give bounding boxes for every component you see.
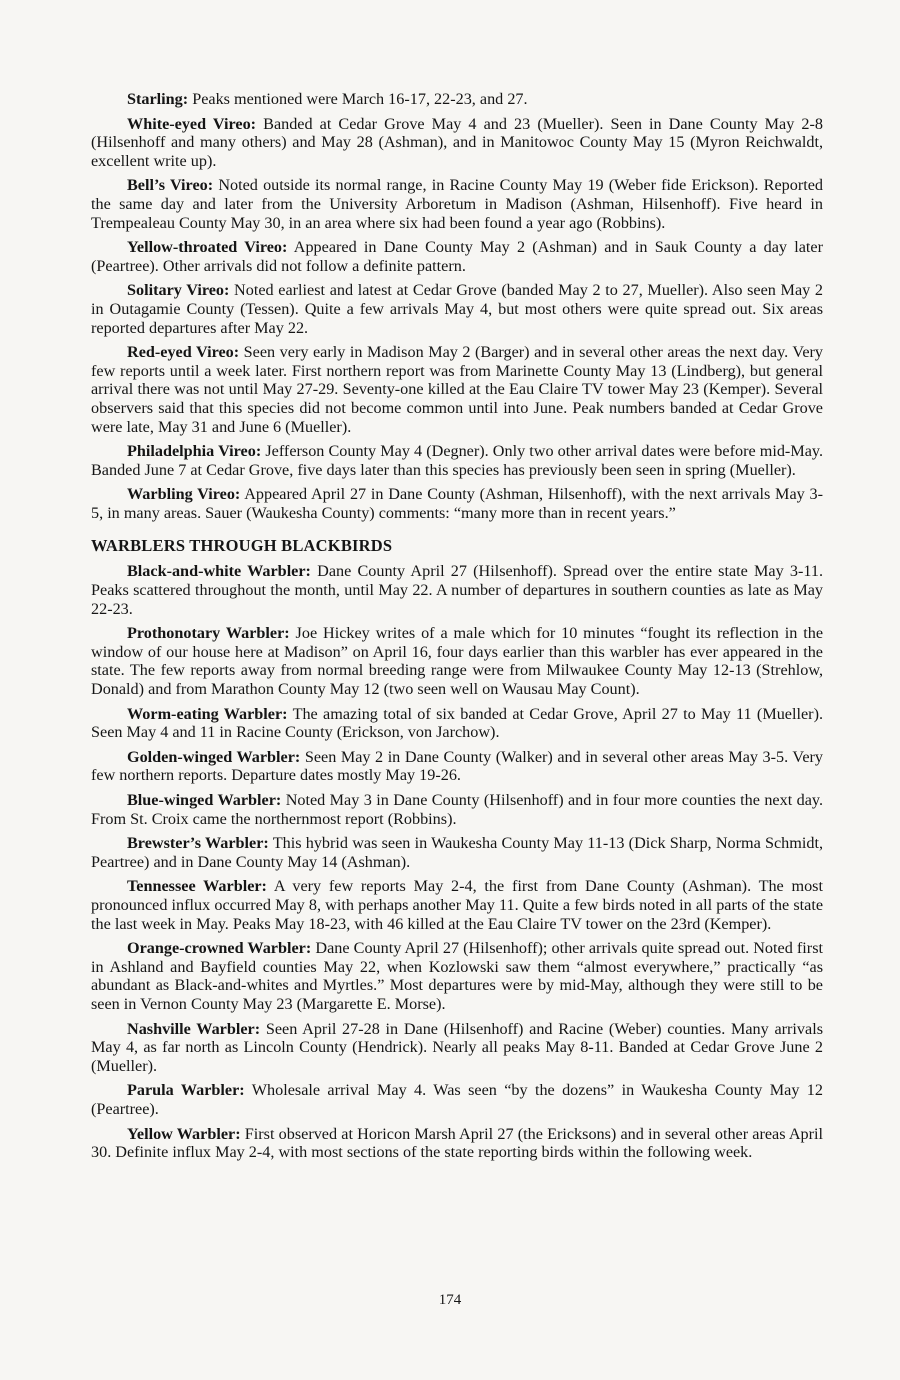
species-text: Dane County April 27 (Hilsenhoff); other arrivals quite spread out. Noted first in Ashland and Bayfield counties May 22, when Kozlowski saw them “almost everywhere,” practically “as abundant as Black-and-whites and Myrtles.” Most departures were by mid-May, although they were still to be seen in Vernon County May 23 (Margarette E. Morse). (91, 939, 823, 1013)
page-number: 174 (438, 1292, 462, 1308)
species-text: Noted earliest and latest at Cedar Grove (banded May 2 to 27, Mueller). Also seen May 2 in Outagamie County (Tessen). Quite a few arrivals May 4, but most others were quite spread out. Six areas reported departures after May 22. (91, 281, 823, 337)
species-entry-yellow-warbler (91, 1125, 823, 1162)
species-entry-white-eyed-vireo (91, 115, 823, 171)
species-entry-starling (91, 90, 823, 109)
species-name: Warbling Vireo: (127, 485, 241, 504)
species-name: Black-and-white Warbler: (127, 562, 311, 581)
species-entry-solitary-vireo (91, 281, 823, 337)
species-entry-bells-vireo (91, 176, 823, 232)
vireo-entries (91, 90, 823, 522)
species-entry-parula-warbler (91, 1081, 823, 1118)
species-text: Appeared in Dane County May 2 (Ashman) and in Sauk County a day later (Peartree). Other arrivals did not follow a definite pattern. (91, 238, 824, 275)
species-name: Orange-crowned Warbler: (127, 939, 312, 958)
species-text: Banded at Cedar Grove May 4 and 23 (Mueller). Seen in Dane County May 2-8 (Hilsenhoff and many others) and May 28 (Ashman), and in Manitowoc County May 15 (Myron Reichwaldt, excellent write up). (91, 114, 823, 170)
section-heading: WARBLERS THROUGH BLACKBIRDS (91, 536, 393, 556)
species-text: Noted outside its normal range, in Racine County May 19 (Weber fide Erickson). Reported the same day and later from the University Arboretum in Madison (Ashman, Hilsenhoff). Five heard in Trempealeau County May 30, in an area where six had been found a year ago (Robbins). (91, 176, 824, 232)
species-name: Tennessee Warbler: (127, 877, 267, 896)
species-entry-brewsters-warbler (91, 834, 823, 871)
warbler-entries (91, 562, 823, 1161)
species-text: Jefferson County May 4 (Degner). Only two other arrival dates were before mid-May. Banded June 7 at Cedar Grove, five days later than this species has previously been seen in spring (Mueller). (91, 442, 823, 479)
species-entry-golden-winged-warbler (91, 748, 823, 785)
species-name: Starling: (127, 90, 189, 108)
species-entry-orange-crowned-warbler (91, 939, 823, 1013)
species-name: Yellow Warbler: (127, 1124, 241, 1143)
species-name: Golden-winged Warbler: (127, 747, 301, 766)
species-name: Solitary Vireo: (127, 281, 230, 300)
species-text: First observed at Horicon Marsh April 27 (the Ericksons) and in several other areas April 30. Definite influx May 2-4, with most sections of the state reporting birds within the following week. (91, 1124, 823, 1162)
species-text: A very few reports May 2-4, the first from Dane County (Ashman). The most pronounced influx occurred May 8, with perhaps another May 11. Quite a few birds noted in all parts of the state the last week in May. Peaks May 18-23, with 46 killed at the Eau Claire TV tower on the 23rd (Kemper). (91, 877, 823, 933)
species-text: Peaks mentioned were March 16-17, 22-23, and 27. (188, 90, 528, 108)
species-name: Yellow-throated Vireo: (127, 238, 288, 257)
page-body (91, 90, 823, 1168)
species-entry-red-eyed-vireo (91, 343, 823, 436)
species-name: Nashville Warbler: (127, 1019, 261, 1038)
species-text: Joe Hickey writes of a male which for 10 minutes “fought its reflection in the window of our house here at Madison” on April 16, four days earlier than this warbler has ever appeared in the state. The few reports away from normal breeding range were from Milwaukee County May 12-13 (Strehlow, Donald) and from Marathon County May 12 (two seen well on Wausau May Count). (91, 624, 824, 699)
species-text: Seen April 27-28 in Dane (Hilsenhoff) and Racine (Weber) counties. Many arrivals May 4, as far north as Lincoln County (Hendrick). Nearly all peaks May 8-11. Banded at Cedar Grove June 2 (Mueller). (91, 1019, 823, 1075)
species-name: Brewster’s Warbler: (127, 834, 269, 853)
species-name: Bell’s Vireo: (127, 176, 214, 195)
species-text: This hybrid was seen in Waukesha County May 11-13 (Dick Sharp, Norma Schmidt, Peartree) and in Dane County May 14 (Ashman). (91, 834, 824, 871)
species-text: The amazing total of six banded at Cedar Grove, April 27 to May 11 (Mueller). Seen May 4 and 11 in Racine County (Erickson, von Jarchow). (91, 704, 824, 742)
species-name: White-eyed Vireo: (127, 114, 257, 133)
species-entry-nashville-warbler (91, 1020, 823, 1076)
species-name: Prothonotary Warbler: (127, 624, 290, 643)
species-entry-warbling-vireo (91, 485, 823, 522)
species-name: Philadelphia Vireo: (127, 442, 262, 461)
species-text: Noted May 3 in Dane County (Hilsenhoff) and in four more counties the next day. From St. Croix came the northernmost report (Robbins). (91, 791, 823, 828)
species-entry-philadelphia-vireo (91, 442, 823, 479)
species-entry-tennessee-warbler (91, 877, 823, 933)
species-text: Dane County April 27 (Hilsenhoff). Spread over the entire state May 3-11. Peaks scattered throughout the month, until May 22. A number of departures in southern counties as late as May 22-23. (91, 562, 824, 618)
species-name: Worm-eating Warbler: (127, 704, 288, 723)
species-entry-yellow-throated-vireo (91, 238, 823, 275)
species-text: Seen very early in Madison May 2 (Barger) and in several other areas the next day. Very few reports until a week later. First northern report was from Marinette County May 13 (Lindberg), but general arrival there was not until May 27-29. Seventy-one killed at the Eau Claire TV tower May 23 (Kemper). Several observers said that this species did not become common until into June. Peak numbers banded at Cedar Grove were late, May 31 and June 6 (Mueller). (91, 343, 824, 436)
species-text: Seen May 2 in Dane County (Walker) and in several other areas May 3-5. Very few northern reports. Departure dates mostly May 19-26. (91, 747, 823, 785)
species-entry-prothonotary-warbler (91, 624, 823, 698)
species-entry-blue-winged-warbler (91, 791, 823, 828)
species-name: Blue-winged Warbler: (127, 791, 282, 809)
species-text: Appeared April 27 in Dane County (Ashman, Hilsenhoff), with the next arrivals May 3-5, in many areas. Sauer (Waukesha County) comments: “many more than in recent years.” (91, 485, 823, 522)
species-entry-black-and-white-warbler (91, 562, 823, 618)
species-text: Wholesale arrival May 4. Was seen “by the dozens” in Waukesha County May 12 (Peartree). (91, 1081, 823, 1118)
species-name: Red-eyed Vireo: (127, 343, 240, 362)
species-name: Parula Warbler: (127, 1081, 245, 1100)
species-entry-worm-eating-warbler (91, 705, 823, 742)
